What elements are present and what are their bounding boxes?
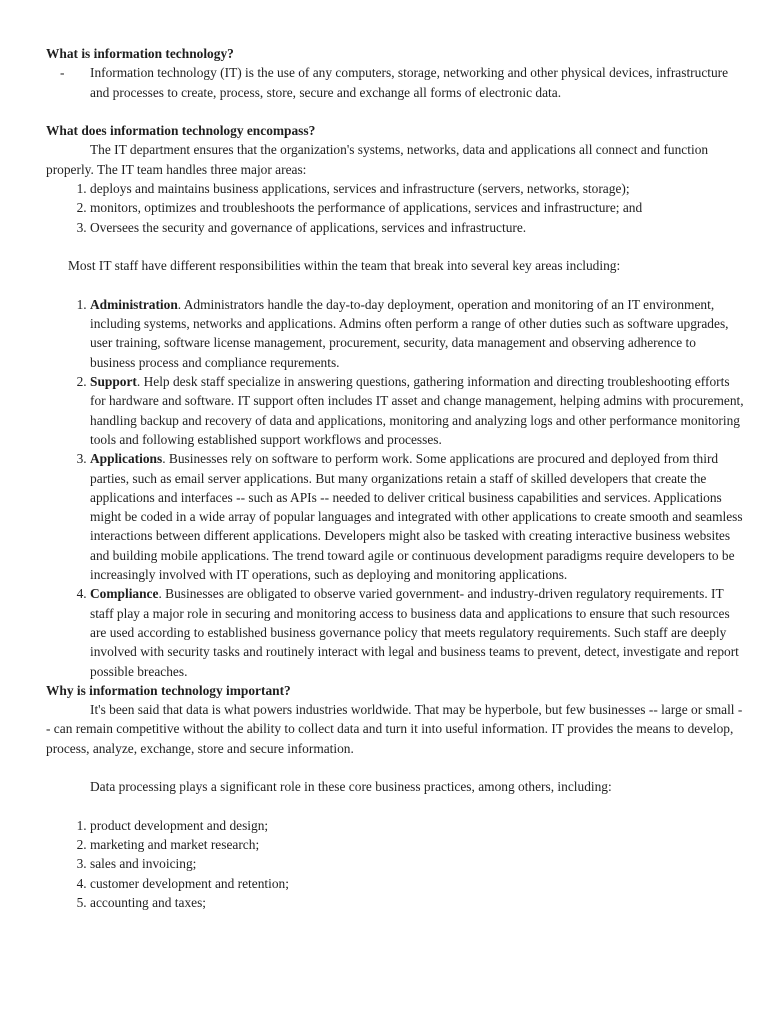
- encompass-intro: The IT department ensures that the organization's systems, networks, data and applications all connect and function properly. The IT team handles three major areas:: [46, 142, 709, 177]
- heading-what-is-it: What is information technology?: [46, 46, 234, 61]
- heading-what-encompass: What does information technology encompass?: [46, 123, 316, 139]
- role-title: Applications: [90, 451, 163, 467]
- list-item: 2. marketing and market research;: [90, 835, 744, 854]
- role-item-support: [90, 372, 744, 449]
- role-item-compliance: [90, 584, 744, 680]
- list-item: 1. deploys and maintains business applications, services and infrastructure (servers, networks, storage);: [90, 179, 744, 198]
- role-text: . Help desk staff specialize in answering questions, gathering information and directing troubleshooting efforts for hardware and software. IT support often includes IT asset and change management, helping admins with procurement, handling backup and recovery of data and applications, monitoring and analyzing logs and other performance monitoring tools and following established support workflows and processes.: [90, 374, 744, 447]
- role-text: . Administrators handle the day-to-day deployment, operation and monitoring of an IT environment, including systems, networks and applications. Admins often perform a range of other duties such as software upgrades, user training, software license management, procurement, security, data management and observing adherence to business process and compliance requrements.: [90, 296, 729, 370]
- list-item: 5. accounting and taxes;: [90, 893, 744, 912]
- role-title: Administration: [90, 296, 178, 312]
- practices-list: [46, 816, 744, 912]
- role-title: Compliance: [90, 586, 159, 602]
- practices-intro: Data processing plays a significant role in these core business practices, among others, including:: [90, 779, 612, 795]
- role-title: Support: [90, 374, 137, 390]
- list-item: 3. Oversees the security and governance of applications, services and infrastructure.: [90, 218, 744, 237]
- role-item-administration: [90, 295, 744, 372]
- role-text: . Businesses rely on software to perform work. Some applications are procured and deployed from third parties, such as email server applications. But many organizations retain a staff of skilled developers that create the applications and interfaces -- such as APIs -- needed to deliver critical business capabilities and services. Applications might be coded in a wide array of popular languages and integrated with other applications to create smooth and seamless interactions between different applications. Developers might also be tasked with creating interactive business websites and building mobile applications. The trend toward agile or continuous development paradigms require developers to be increasingly involved with IT operations, such as deploying and monitoring applications.: [90, 451, 743, 583]
- list-item: 1. product development and design;: [90, 816, 744, 835]
- definition-item: - Information technology (IT) is the use of any computers, storage, networking and other physical devices, infrastructure and processes to create, process, store, secure and exchange all forms of electronic data.: [90, 63, 744, 102]
- list-item: 4. customer development and retention;: [90, 874, 744, 893]
- roles-list: [46, 295, 744, 681]
- role-item-applications: [90, 449, 744, 584]
- list-item: 2. monitors, optimizes and troubleshoots the performance of applications, services and infrastructure; and: [90, 198, 744, 217]
- list-item: 3. sales and invoicing;: [90, 854, 744, 873]
- importance-intro: It's been said that data is what powers industries worldwide. That may be hyperbole, but few businesses -- large or small -- can remain competitive without the ability to collect data and turn it into useful information. IT provides the means to develop, process, analyze, exchange, store and secure information.: [46, 702, 743, 756]
- heading-why-important: Why is information technology important?: [46, 682, 291, 698]
- major-areas-list: [46, 179, 744, 237]
- role-text: . Businesses are obligated to observe varied government- and industry-driven regulatory requirements. IT staff play a major role in securing and monitoring access to business data and applications to ensure that such resources are used according to established business governance policy that meets regulatory requirements. Such staff are deeply involved with security tasks and routinely interact with legal and business teams to prevent, detect, investigate and report possible breaches.: [90, 586, 739, 679]
- staff-intro: Most IT staff have different responsibilities within the team that break into several key areas including:: [68, 258, 621, 274]
- definition-list: [46, 63, 744, 102]
